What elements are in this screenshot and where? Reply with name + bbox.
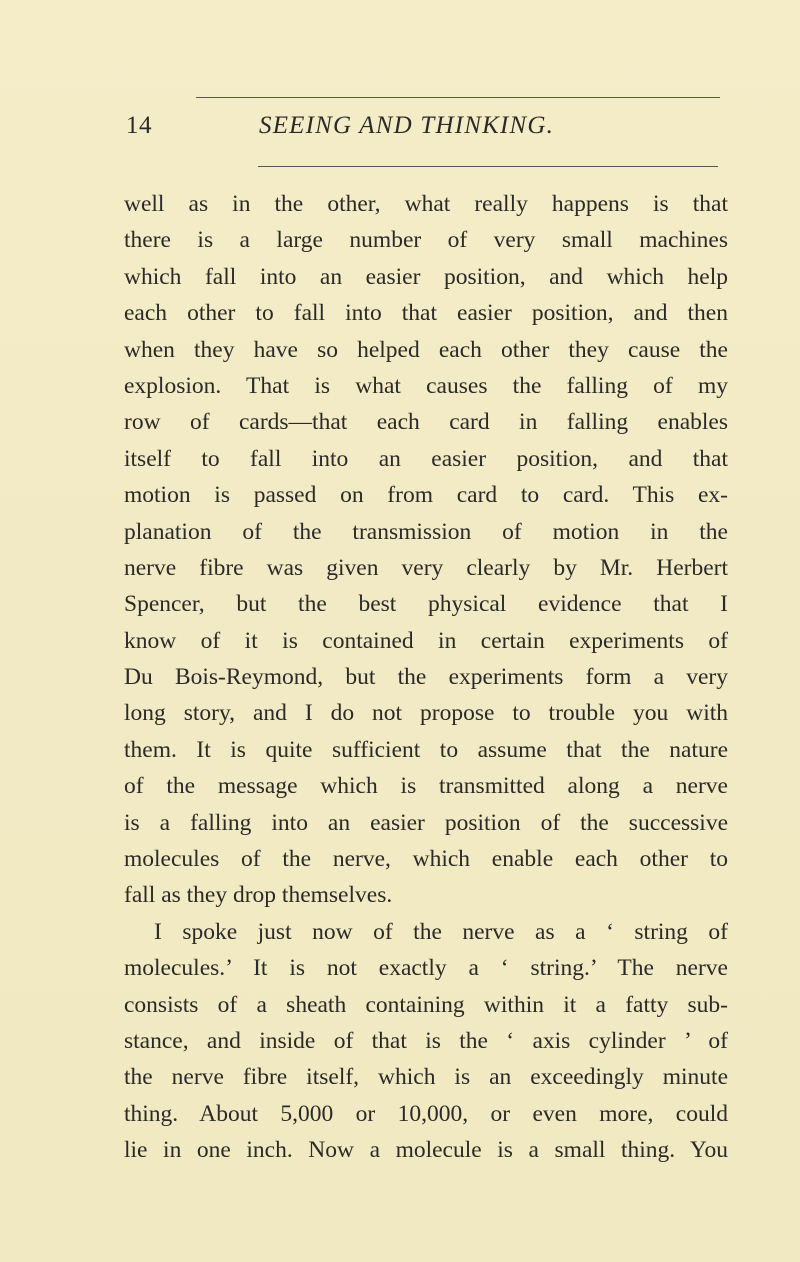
- body-text: [124, 186, 728, 1169]
- text-line: long story, and I do not propose to trouble you with: [124, 700, 728, 727]
- header-rule-top: [196, 97, 720, 98]
- text-line: thing. About 5,000 or 10,000, or even more, could: [124, 1100, 728, 1127]
- text-line: them. It is quite sufficient to assume that the nature: [124, 736, 728, 763]
- paragraph-start-line: I spoke just now of the nerve as a ‘ string of: [154, 918, 728, 945]
- text-line: there is a large number of very small machines: [124, 227, 728, 254]
- text-line: Du Bois-Reymond, but the experiments form a very: [124, 664, 728, 691]
- text-line: the nerve fibre itself, which is an exceedingly minute: [124, 1064, 728, 1091]
- text-line: row of cards—that each card in falling enables: [124, 409, 728, 436]
- header-rule-bottom: [258, 166, 718, 167]
- text-line: motion is passed on from card to card. This ex-: [124, 482, 728, 509]
- text-line: Spencer, but the best physical evidence that I: [124, 591, 728, 618]
- paragraph-end-line: fall as they drop themselves.: [124, 882, 393, 909]
- text-line: explosion. That is what causes the falling of my: [124, 372, 728, 399]
- text-line: stance, and inside of that is the ‘ axis cylinder ’ of: [124, 1027, 728, 1054]
- text-line: of the message which is transmitted along a nerve: [124, 773, 728, 800]
- text-line: when they have so helped each other they cause the: [124, 336, 728, 363]
- running-head: SEEING AND THINKING.: [259, 112, 555, 139]
- text-line: know of it is contained in certain experiments of: [124, 627, 728, 654]
- text-line: molecules.’ It is not exactly a ‘ string.’ The nerve: [124, 955, 728, 982]
- text-line: molecules of the nerve, which enable each other to: [124, 846, 728, 873]
- text-line: planation of the transmission of motion in the: [124, 518, 728, 545]
- text-line: well as in the other, what really happens is that: [124, 191, 728, 217]
- text-line: is a falling into an easier position of the successive: [124, 809, 728, 836]
- text-line: consists of a sheath containing within it a fatty sub-: [124, 991, 728, 1018]
- text-line: each other to fall into that easier position, and then: [124, 300, 728, 327]
- page-number: 14: [126, 112, 152, 139]
- text-line: lie in one inch. Now a molecule is a small thing. You: [124, 1137, 728, 1164]
- text-line: nerve fibre was given very clearly by Mr. Herbert: [124, 554, 728, 581]
- text-line: itself to fall into an easier position, and that: [124, 445, 728, 472]
- page-header: [126, 112, 726, 148]
- text-line: which fall into an easier position, and which help: [124, 263, 728, 290]
